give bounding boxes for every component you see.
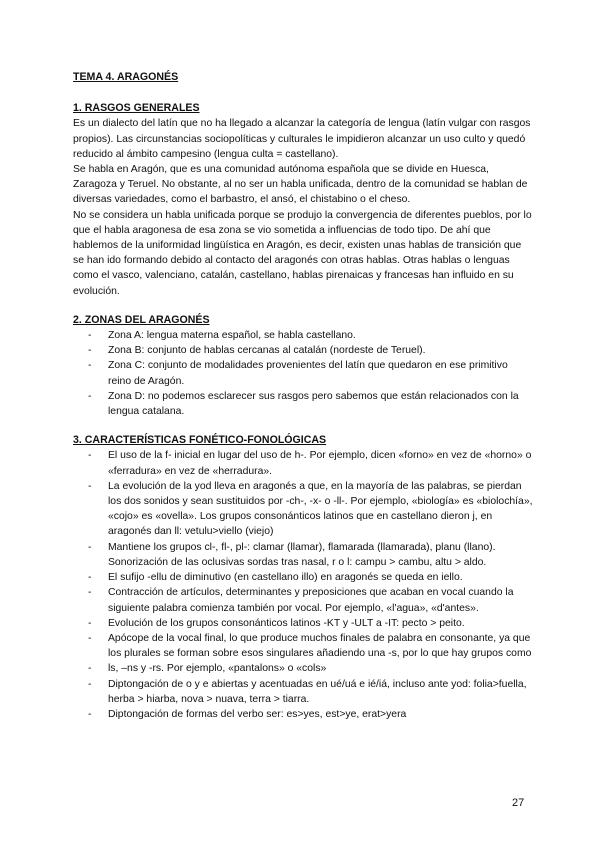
list-item: - Mantiene los grupos cl-, fl-, pl-: clamar (llamar), flamarada (llamarada), planu (llano). Sonorización de las oclusivas sordas tras nasal, r o l: campu > cambu, altu > aldo. — [108, 540, 533, 570]
list-item: - El uso de la f- inicial en lugar del uso de h-. Por ejemplo, dicen «forno» en vez de «horno» o «ferradura» en vez de «herradura». — [108, 448, 533, 478]
paragraph: No se considera un habla unificada porque se produjo la convergencia de diferentes pueblos, por lo que el habla aragonesa de esa zona se vio sometida a influencias de todo tipo. De ahí que hablemos de la uniformidad lingüística en Aragón, es decir, existen unas hablas de transición que se han ido formando debido al contacto del aragonés con otras hablas. Otras hablas o lenguas como el vasco, valenciano, catalán, castellano, hablas pirenaicas y francesas han influido en su evolución. — [73, 209, 532, 297]
caracteristicas-list — [73, 448, 533, 722]
list-item: - Apócope de la vocal final, lo que produce muchos finales de palabra en consonante, ya que los plurales se forman sobre esos singulares añadiendo una -s, por lo que hay grupos como — [108, 631, 533, 661]
list-item: - Evolución de los grupos consonánticos latinos -KT y -ULT a -IT: pecto > peito. — [108, 616, 533, 631]
section-heading-rasgos-generales: 1. RASGOS GENERALES — [73, 102, 200, 115]
list-item: - Zona D: no podemos esclarecer sus rasgos pero sabemos que están relacionados con la lengua catalana. — [108, 389, 533, 419]
zonas-list — [73, 328, 533, 419]
list-item: - Diptongación de formas del verbo ser: es>yes, est>ye, erat>yera — [108, 707, 533, 722]
list-item: - ls, –ns y -rs. Por ejemplo, «pantalons» o «cols» — [108, 661, 533, 676]
list-item: - Zona C: conjunto de modalidades provenientes del latín que quedaron en ese primitivo reino de Aragón. — [108, 358, 533, 388]
list-item: - Zona B: conjunto de hablas cercanas al catalán (nordeste de Teruel). — [108, 343, 533, 358]
list-item: - Zona A: lengua materna español, se habla castellano. — [108, 328, 533, 343]
document-page — [73, 70, 533, 722]
section-heading-zonas: 2. ZONAS DEL ARAGONÉS — [73, 313, 210, 326]
list-item: - El sufijo -ellu de diminutivo (en castellano illo) en aragonés se queda en iello. — [108, 570, 533, 585]
list-item: - La evolución de la yod lleva en aragonés a que, en la mayoría de las palabras, se pierdan los dos sonidos y sean sustituidos por -ch-, -x- o -ll-. Por ejemplo, «biología» es «biolochía», «cojo» es «ovella». Los grupos consonánticos latinos que en castellano dieron j, en aragonés dan ll: vetulu>viello (viejo) — [108, 479, 533, 540]
paragraph: Es un dialecto del latín que no ha llegado a alcanzar la categoría de lengua (latín vulgar con rasgos propios). Las circunstancias sociopolíticas y culturales le impidieron alcanzar un uso culto y quedó reducido al ámbito campesino (lengua culta = castellano). — [73, 118, 531, 160]
paragraph: Se habla en Aragón, que es una comunidad autónoma española que se divide en Huesca, Zaragoza y Teruel. No obstante, al no ser un habla unificada, dentro de la comunidad se hablan de diversas variedades, como el barbastro, el ansó, el chistabino o el cheso. — [73, 164, 528, 206]
document-title: TEMA 4. ARAGONÉS — [73, 71, 179, 83]
page-number: 27 — [512, 797, 525, 809]
list-item: - Diptongación de o y e abiertas y acentuadas en ué/uá e ié/iá, incluso ante yod: folia>fuella, herba > hiarba, nova > nuava, terra > tiarra. — [108, 677, 533, 707]
list-item: - Contracción de artículos, determinantes y preposiciones que acaban en vocal cuando la siguiente palabra comienza también por vocal. Por ejemplo, «l'agua», «d'antes». — [108, 585, 533, 615]
section-heading-caracteristicas: 3. CARACTERÍSTICAS FONÉTICO-FONOLÓGICAS — [73, 434, 327, 447]
